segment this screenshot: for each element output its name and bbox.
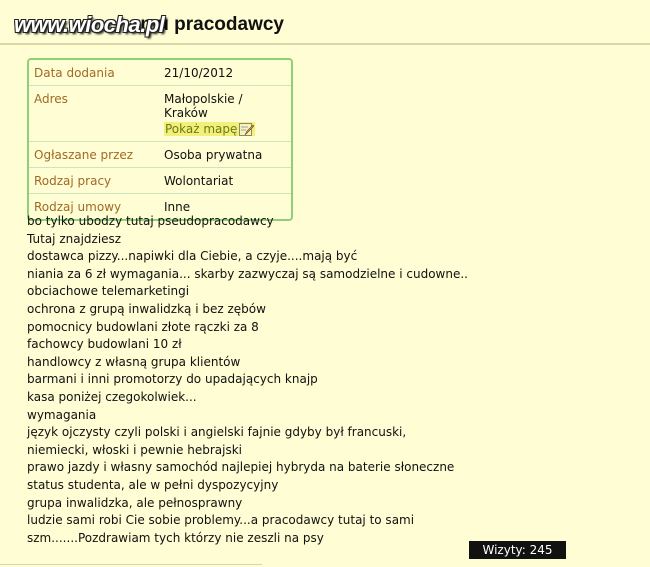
description-line: wymagania [27, 407, 97, 422]
address-value: Małopolskie / Kraków [164, 92, 243, 120]
detail-row-work-type [29, 167, 291, 193]
page-title-visible-part: mu pracodawcy [140, 14, 284, 35]
description-line: szm.......Pozdrawiam tych którzy nie zeszli na psy [27, 530, 324, 545]
ad-details-box [27, 58, 293, 221]
date-label: Data dodania [34, 66, 115, 80]
description-line: bo tylko ubodzy tutaj pseudopracodawcy [27, 214, 274, 228]
description-line: handlowcy z własną grupa klientów [27, 354, 241, 369]
description-line: kasa poniżej czegokolwiek... [27, 389, 197, 404]
work-type-label: Rodzaj pracy [34, 174, 112, 188]
description-line: język ojczysty czyli polski i angielski fajnie gdyby był francuski, [27, 425, 407, 440]
show-map-link[interactable] [164, 122, 255, 136]
description-line: ochrona z grupą inwalidzką i bez zębów [27, 301, 266, 316]
watermark-logo: www.wiocha.pl [14, 12, 165, 37]
posted-by-label: Ogłaszane przez [34, 148, 134, 162]
show-map-label: Pokaż mapę [165, 122, 238, 136]
description-line: barmani i inni promotorzy do upadających knajp [27, 372, 318, 387]
description-line: Tutaj znajdziesz [27, 231, 122, 246]
description-line: obciachowe telemarketingi [27, 284, 190, 299]
visits-counter: Wizyty: 245 [469, 541, 566, 559]
bottom-divider [0, 564, 262, 565]
date-value: 21/10/2012 [164, 66, 234, 80]
detail-row-posted-by [29, 141, 291, 167]
address-value-cell [160, 86, 291, 141]
map-pencil-icon[interactable] [239, 123, 254, 136]
detail-row-address [29, 85, 291, 141]
description-line: niania za 6 zł wymagania... skarby zazwyczaj są samodzielne i cudowne.. [27, 266, 468, 281]
ad-description [27, 213, 627, 547]
description-line: ludzie sami robi Cie sobie problemy...a pracodawcy tutaj to sami [27, 513, 415, 528]
description-line: status studenta, ale w pełni dyspozycyjny [27, 477, 279, 492]
description-line: grupa inwalidzka, ale pełnosprawny [27, 495, 243, 510]
description-line: niemiecki, włoski i pewnie hebrajski [27, 442, 243, 457]
contract-value: Inne [164, 200, 191, 214]
description-line: prawo jazdy i własny samochód najlepiej hybryda na baterie słoneczne [27, 460, 455, 475]
title-divider [0, 43, 650, 45]
description-line: fachowcy budowlani 10 zł [27, 337, 182, 352]
description-line: pomocnicy budowlani złote rączki za 8 [27, 319, 259, 334]
contract-label: Rodzaj umowy [34, 200, 122, 214]
posted-by-value: Osoba prywatna [164, 148, 263, 162]
detail-row-date [29, 60, 291, 85]
work-type-value: Wolontariat [164, 174, 234, 188]
address-label: Adres [34, 92, 68, 106]
description-line: dostawca pizzy...napiwki dla Ciebie, a czyje....mają być [27, 249, 358, 264]
